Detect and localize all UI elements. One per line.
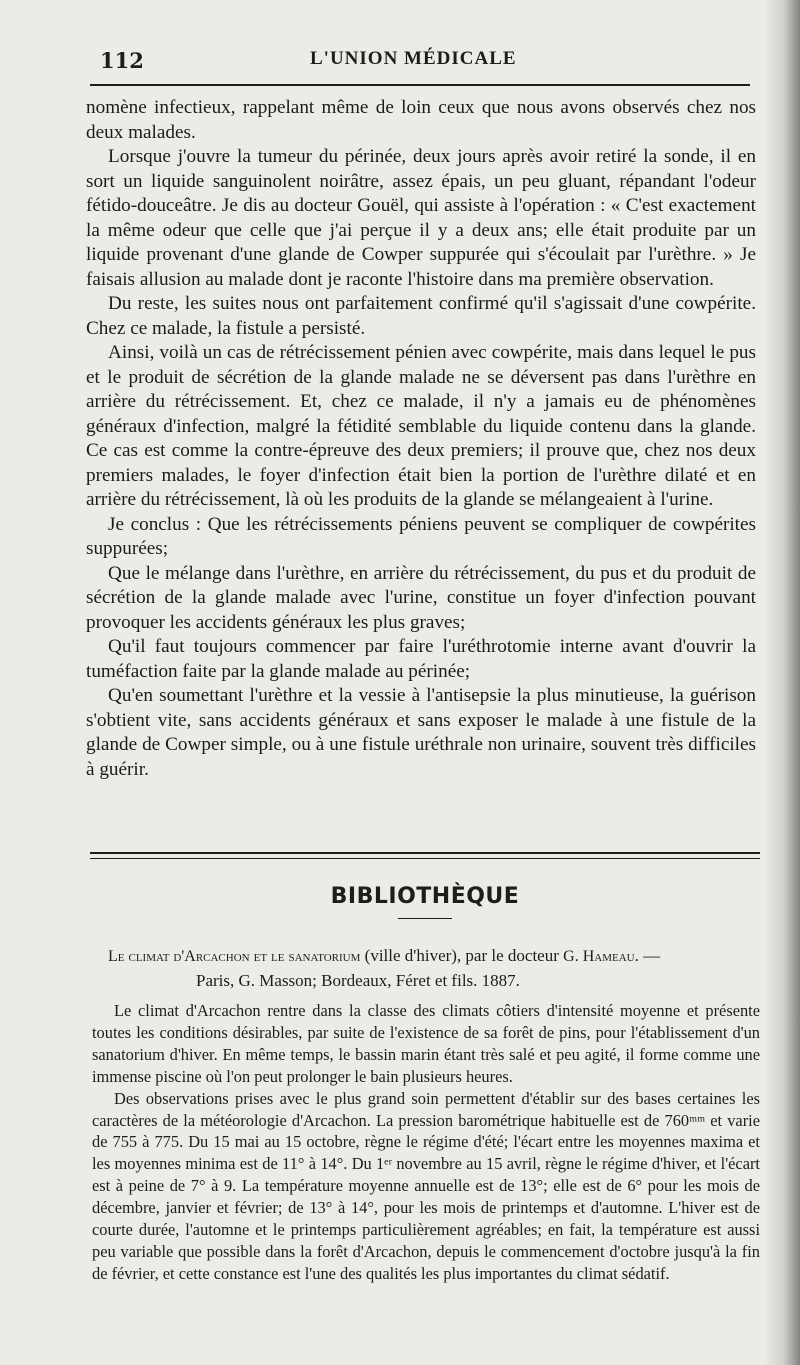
conclusion-paragraph: Qu'il faut toujours commencer par faire l'uréthrotomie interne avant d'ouvrir la tuméfaction faite par la glande malade au périnée;: [86, 636, 756, 682]
author-tail: . —: [634, 946, 661, 965]
article-body: [86, 96, 756, 782]
page-number: 112: [100, 48, 144, 73]
book-title: Le climat d'Arcachon et le sanatorium: [108, 948, 361, 965]
header-rule: [90, 84, 750, 86]
review-paragraph: Des observations prises avec le plus grand soin permettent d'établir sur des bases certaines les caractères de la météorologie d'Arcachon. La pression barométrique habituelle est de 760ᵐᵐ et varie de 755 à 775. Du 15 mai au 15 octobre, règne le régime d'été; l'écart entre les moyennes maxima et les moyennes minima est de 11° à 14°. Du 1ᵉʳ novembre au 15 avril, règne le régime d'hiver, et l'écart est à peine de 7° à 9. La température moyenne annuelle est de 13°; elle est de 6° pour les mois de décembre, janvier et février; de 13° à 14°, pour les mois de printemps et d'automne. L'hiver est de courte durée, l'automne et le printemps particulièrement agréables; en fait, la température est aussi peu variable que possible dans la forêt d'Arcachon, depuis le commencement d'octobre jusqu'à la fin de février, et cette constance est l'une des qualités les plus importantes du climat sédatif.: [92, 1088, 760, 1283]
section-title: BIBLIOTHÈQUE: [330, 884, 520, 909]
conclusion-paragraph: Qu'en soumettant l'urèthre et la vessie à l'antisepsie la plus minutieuse, la guérison s'obtient vite, sans accidents généraux et sans exposer le malade à une fistule de la glande de Cowper simple, ou à une fistule uréthrale non urinaire, souvent très difficiles à guérir.: [86, 685, 756, 780]
author-name: G. Hameau: [563, 948, 635, 965]
article-paragraph: Lorsque j'ouvre la tumeur du périnée, deux jours après avoir retiré la sonde, il en sort un liquide sanguinolent noirâtre, assez épais, un peu gluant, répandant l'odeur fétido-douceâtre. Je dis au docteur Gouël, qui assiste à l'opération : « C'est exactement la même odeur que celle que j'ai perçue il y a deux ans; elle était produite par un liquide provenant d'une glande de Cowper suppurée qui s'écoulait par l'urèthre. » Je faisais allusion au malade dont je raconte l'histoire dans ma première observation.: [86, 146, 756, 290]
review-heading: [108, 944, 758, 993]
page-header: [100, 44, 750, 80]
review-body: [92, 1000, 760, 1285]
article-paragraph: Ainsi, voilà un cas de rétrécissement pénien avec cowpérite, mais dans lequel le pus et le produit de sécrétion de la glande malade ne se déversent pas dans l'urèthre en arrière du rétrécissement. Et, chez ce malade, il n'y a jamais eu de phénomènes généraux d'infection, malgré la fétidité semblable du liquide contenu dans la glande. Ce cas est comme la contre-épreuve des deux premiers; il prouve que, chez nos deux premiers malades, le foyer d'infection était bien la portion de l'urèthre dilaté et en arrière du rétrécissement, là où les produits de la glande se mélangeaient à l'urine.: [86, 342, 756, 510]
article-paragraph: Du reste, les suites nous ont parfaitement confirmé qu'il s'agissait d'une cowpérite. Chez ce malade, la fistule a persisté.: [86, 293, 756, 339]
running-head: L'UNION MÉDICALE: [310, 48, 517, 69]
conclusion-paragraph: Que le mélange dans l'urèthre, en arrière du rétrécissement, du pus et du produit de sécrétion de la glande malade avec l'urine, constitue un foyer d'infection pouvant provoquer les accidents généraux les plus graves;: [86, 562, 756, 633]
conclusion-paragraph: Je conclus : Que les rétrécissements péniens peuvent se compliquer de cowpérites suppurées;: [86, 513, 756, 559]
article-paragraph: nomène infectieux, rappelant même de loin ceux que nous avons observés chez nos deux malades.: [86, 97, 756, 143]
section-divider: [90, 852, 760, 859]
book-title-rest: (ville d'hiver), par le docteur: [360, 946, 564, 965]
imprint: Paris, G. Masson; Bordeaux, Féret et fils. 1887.: [196, 971, 520, 990]
review-paragraph: Le climat d'Arcachon rentre dans la classe des climats côtiers d'intensité moyenne et présente toutes les conditions désirables, par suite de l'existence de sa forêt de pins, pour l'établissement d'un sanatorium d'hiver. En même temps, le bassin marin étant très salé et peu agité, il forme comme une immense piscine où l'on peut prolonger le bain plusieurs heures.: [92, 1001, 760, 1086]
binding-shadow: [764, 0, 800, 1365]
title-underline: [398, 918, 452, 919]
